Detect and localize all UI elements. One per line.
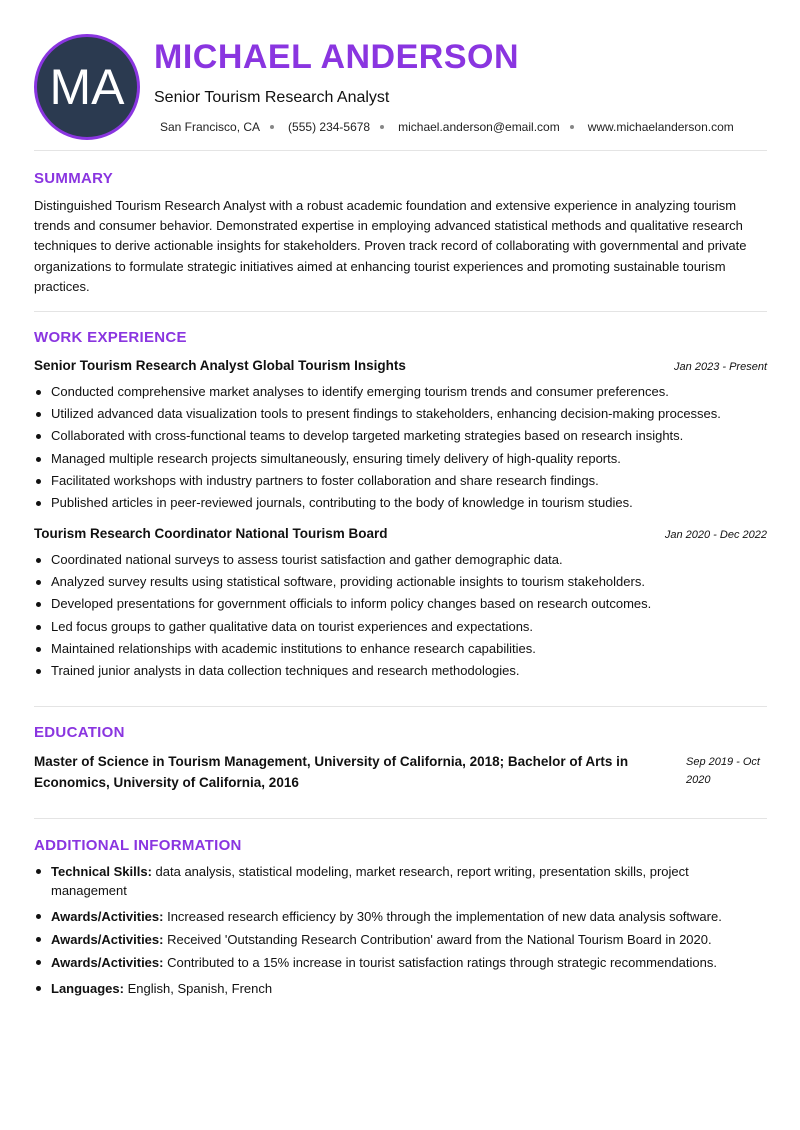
item-value: English, Spanish, French <box>123 981 273 996</box>
divider <box>34 150 767 151</box>
candidate-name: MICHAEL ANDERSON <box>154 38 520 76</box>
contact-website[interactable]: www.michaelanderson.com <box>587 120 734 134</box>
list-item: Analyzed survey results using statistical software, providing actionable insights to tourism stakeholders. <box>34 571 767 593</box>
item-label: Awards/Activities: <box>51 909 164 924</box>
item-value: data analysis, statistical modeling, market research, report writing, presentation skills, project management <box>51 864 689 898</box>
item-label: Languages: <box>51 981 124 996</box>
item-label: Awards/Activities: <box>51 932 164 947</box>
list-item: Coordinated national surveys to assess tourist satisfaction and gather demographic data. <box>34 549 767 571</box>
avatar <box>34 34 140 140</box>
divider <box>34 311 767 312</box>
additional-info-list <box>34 862 767 1002</box>
contact-email[interactable]: michael.anderson@email.com <box>398 120 560 134</box>
list-item: Managed multiple research projects simultaneously, ensuring timely delivery of high-quality reports. <box>34 448 767 470</box>
item-value: Contributed to a 15% increase in tourist satisfaction ratings through strategic recommendations. <box>163 955 717 970</box>
list-item: Conducted comprehensive market analyses to identify emerging tourism trends and consumer preferences. <box>34 381 767 403</box>
list-item: Maintained relationships with academic institutions to enhance research capabilities. <box>34 638 767 660</box>
education-degrees: Master of Science in Tourism Management, University of California, 2018; Bachelor of Arts in Economics, University of California, 2016 <box>34 754 629 790</box>
summary-text: Distinguished Tourism Research Analyst with a robust academic foundation and extensive experience in analyzing tourism trends and consumer behavior. Demonstrated expertise in employing advanced statistical methods and qualitative research techniques to derive actionable insights for stakeholders. Proven track record of collaborating with governmental and private organizations to formulate strategic initiatives aimed at enhancing tourist experiences and promoting sustainable tourism practices. <box>34 198 747 294</box>
list-item <box>34 953 767 972</box>
item-label: Awards/Activities: <box>51 955 164 970</box>
list-item <box>34 907 767 926</box>
contact-location: San Francisco, CA <box>160 120 261 134</box>
job-header <box>34 526 767 541</box>
job-role: Tourism Research Coordinator National Tourism Board <box>34 526 388 541</box>
contact-bar <box>160 120 734 134</box>
separator-dot <box>570 125 574 129</box>
separator-dot <box>270 125 274 129</box>
job-header <box>34 358 767 373</box>
additional-info-heading: ADDITIONAL INFORMATION <box>34 837 242 854</box>
job-role: Senior Tourism Research Analyst Global Tourism Insights <box>34 358 406 373</box>
work-experience-heading: WORK EXPERIENCE <box>34 329 187 346</box>
list-item: Trained junior analysts in data collection techniques and research methodologies. <box>34 660 767 682</box>
list-item <box>34 862 767 900</box>
summary-heading: SUMMARY <box>34 170 114 187</box>
item-value: Increased research efficiency by 30% through the implementation of new data analysis software. <box>163 909 722 924</box>
avatar-initials: MA <box>49 59 125 115</box>
list-item <box>34 979 767 998</box>
item-value: Received 'Outstanding Research Contribution' award from the National Tourism Board in 2020. <box>163 932 712 947</box>
education-heading: EDUCATION <box>34 724 125 741</box>
job-date: Jan 2023 - Present <box>674 361 767 373</box>
candidate-title: Senior Tourism Research Analyst <box>154 89 390 106</box>
list-item <box>34 930 767 949</box>
education-date: Sep 2019 - Oct 2020 <box>686 756 760 786</box>
job-bullets <box>34 381 767 514</box>
job-bullets <box>34 549 767 682</box>
list-item: Developed presentations for government officials to inform policy changes based on research outcomes. <box>34 593 767 615</box>
separator-dot <box>380 125 384 129</box>
job-date: Jan 2020 - Dec 2022 <box>664 529 767 541</box>
list-item: Collaborated with cross-functional teams to develop targeted marketing strategies based on research insights. <box>34 425 767 447</box>
divider <box>34 706 767 707</box>
item-label: Technical Skills: <box>51 864 152 879</box>
list-item: Utilized advanced data visualization tools to present findings to stakeholders, enhancing decision-making processes. <box>34 403 767 425</box>
list-item: Led focus groups to gather qualitative data on tourist experiences and expectations. <box>34 616 767 638</box>
divider <box>34 818 767 819</box>
list-item: Published articles in peer-reviewed journals, contributing to the body of knowledge in tourism studies. <box>34 492 767 514</box>
list-item: Facilitated workshops with industry partners to foster collaboration and share research findings. <box>34 470 767 492</box>
contact-phone: (555) 234-5678 <box>288 120 371 134</box>
